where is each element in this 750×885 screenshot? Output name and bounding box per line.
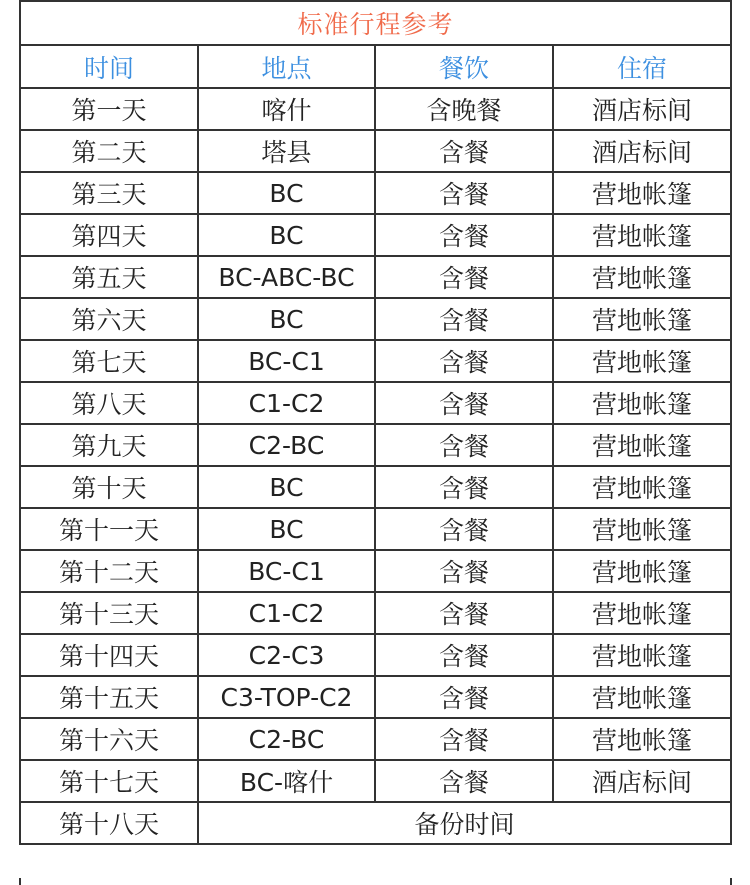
cell-day: 第八天: [20, 382, 198, 424]
cell-day: 第十八天: [20, 802, 198, 844]
table-row: [20, 508, 731, 550]
cell-day: 第十六天: [20, 718, 198, 760]
cell-location: C2-C3: [198, 634, 375, 676]
cell-lodging: 营地帐篷: [553, 172, 731, 214]
cell-lodging: 酒店标间: [553, 88, 731, 130]
table-row: [20, 676, 731, 718]
itinerary-table: [19, 0, 732, 845]
cell-meals: 含餐: [375, 214, 553, 256]
cell-location: BC: [198, 172, 375, 214]
cell-day: 第七天: [20, 340, 198, 382]
cell-day: 第十天: [20, 466, 198, 508]
cell-location: BC-ABC-BC: [198, 256, 375, 298]
cell-location: C2-BC: [198, 424, 375, 466]
cell-day: 第二天: [20, 130, 198, 172]
cell-day: 第十一天: [20, 508, 198, 550]
cell-meals: 含餐: [375, 340, 553, 382]
cell-location: C3-TOP-C2: [198, 676, 375, 718]
header-meals: 餐饮: [375, 45, 553, 88]
cell-location: C1-C2: [198, 592, 375, 634]
title-row: [20, 1, 731, 45]
table-row: [20, 298, 731, 340]
cell-day: 第五天: [20, 256, 198, 298]
cell-meals: 含餐: [375, 424, 553, 466]
table-continuation: [19, 878, 732, 885]
cell-location: BC-喀什: [198, 760, 375, 802]
cell-day: 第十二天: [20, 550, 198, 592]
cell-meals: 含餐: [375, 466, 553, 508]
table-row: [20, 550, 731, 592]
cell-meals: 含餐: [375, 718, 553, 760]
table-row: [20, 172, 731, 214]
table-row: [20, 340, 731, 382]
table-row: [20, 256, 731, 298]
cell-lodging: 营地帐篷: [553, 382, 731, 424]
cell-day: 第十七天: [20, 760, 198, 802]
cell-lodging: 营地帐篷: [553, 592, 731, 634]
table-row: [20, 424, 731, 466]
cell-meals: 含餐: [375, 508, 553, 550]
cell-meals: 含餐: [375, 550, 553, 592]
cell-meals: 含晚餐: [375, 88, 553, 130]
cell-day: 第三天: [20, 172, 198, 214]
cell-meals: 含餐: [375, 760, 553, 802]
cell-meals: 含餐: [375, 634, 553, 676]
cell-lodging: 酒店标间: [553, 130, 731, 172]
cell-lodging: 营地帐篷: [553, 508, 731, 550]
cell-lodging: 营地帐篷: [553, 466, 731, 508]
header-lodging: 住宿: [553, 45, 731, 88]
cell-meals: 含餐: [375, 592, 553, 634]
table-row: [20, 466, 731, 508]
cell-lodging: 酒店标间: [553, 760, 731, 802]
cell-location: 喀什: [198, 88, 375, 130]
cell-location: 塔县: [198, 130, 375, 172]
table-row: [20, 634, 731, 676]
table-row: [20, 130, 731, 172]
itinerary-table-container: [19, 0, 730, 845]
cell-meals: 含餐: [375, 676, 553, 718]
cell-lodging: 营地帐篷: [553, 634, 731, 676]
header-location: 地点: [198, 45, 375, 88]
cell-lodging: 营地帐篷: [553, 298, 731, 340]
cell-location: C2-BC: [198, 718, 375, 760]
cell-location: C1-C2: [198, 382, 375, 424]
cell-day: 第九天: [20, 424, 198, 466]
cell-location: BC: [198, 214, 375, 256]
cell-location: BC: [198, 298, 375, 340]
cell-lodging: 营地帐篷: [553, 340, 731, 382]
cell-location: BC-C1: [198, 550, 375, 592]
cell-lodging: 营地帐篷: [553, 718, 731, 760]
cell-day: 第六天: [20, 298, 198, 340]
header-row: [20, 45, 731, 88]
cell-day: 第十三天: [20, 592, 198, 634]
cell-day: 第十五天: [20, 676, 198, 718]
cell-location: BC-C1: [198, 340, 375, 382]
table-title: 标准行程参考: [20, 1, 731, 45]
cell-lodging: 营地帐篷: [553, 256, 731, 298]
cell-day: 第四天: [20, 214, 198, 256]
table-row-backup: [20, 802, 731, 844]
header-time: 时间: [20, 45, 198, 88]
cell-day: 第十四天: [20, 634, 198, 676]
table-row: [20, 382, 731, 424]
cell-lodging: 营地帐篷: [553, 424, 731, 466]
table-row: [20, 718, 731, 760]
cell-meals: 含餐: [375, 298, 553, 340]
cell-meals: 含餐: [375, 256, 553, 298]
cell-day: 第一天: [20, 88, 198, 130]
table-row: [20, 760, 731, 802]
cell-lodging: 营地帐篷: [553, 550, 731, 592]
cell-meals: 含餐: [375, 172, 553, 214]
cell-location: BC: [198, 466, 375, 508]
cell-backup-note: 备份时间: [198, 802, 731, 844]
cell-lodging: 营地帐篷: [553, 676, 731, 718]
cell-lodging: 营地帐篷: [553, 214, 731, 256]
cell-meals: 含餐: [375, 382, 553, 424]
cell-location: BC: [198, 508, 375, 550]
cell-meals: 含餐: [375, 130, 553, 172]
table-row: [20, 592, 731, 634]
table-row: [20, 214, 731, 256]
table-row: [20, 88, 731, 130]
